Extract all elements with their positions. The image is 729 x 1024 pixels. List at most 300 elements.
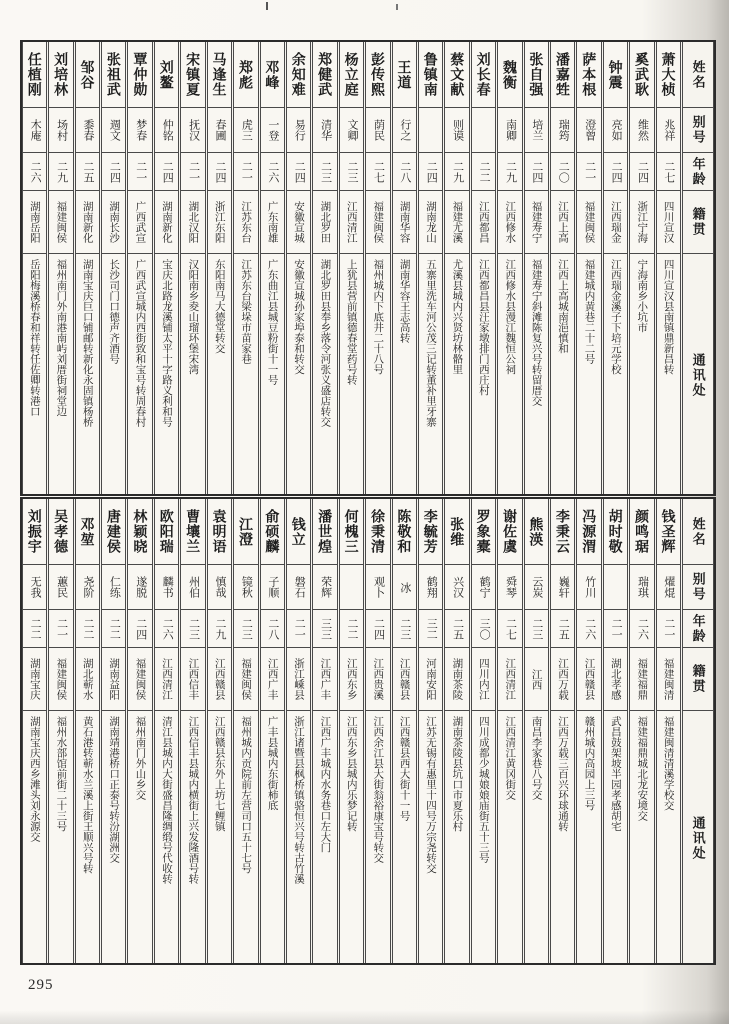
alias-cell	[472, 108, 495, 153]
entry-column	[207, 499, 232, 963]
age-cell: 二一	[287, 610, 310, 648]
alias-cell: 木庵	[23, 108, 46, 153]
entry-column	[75, 499, 100, 963]
name-cell: 魏衡	[498, 42, 521, 108]
entry-column	[339, 499, 364, 963]
name-cell: 陈敬和	[393, 499, 416, 565]
entry-column	[471, 499, 496, 963]
alias-cell: 维然	[630, 108, 653, 153]
origin-cell: 湖南茶陵	[445, 648, 468, 711]
age-cell: 二三	[313, 153, 336, 191]
age-cell: 二六	[261, 153, 284, 191]
name-cell: 刘振宇	[23, 499, 46, 565]
entry-column	[365, 499, 390, 963]
name-cell: 熊渶	[525, 499, 548, 565]
origin-cell: 湖南岳阳	[23, 191, 46, 254]
alias-cell: 仁练	[102, 565, 125, 610]
address-cell: 江西万载三百兴环球通转	[557, 716, 570, 832]
origin-cell: 湖北蕲水	[76, 648, 99, 711]
entry-column	[207, 42, 232, 494]
age-cell: 二四	[287, 153, 310, 191]
scan-mark	[266, 2, 268, 10]
address-cell: 江西修水县漫江魏恒公祠	[504, 259, 517, 375]
age-cell: 二九	[445, 153, 468, 191]
origin-cell: 湖南华容	[393, 191, 416, 254]
alias-cell: 兆祥	[657, 108, 680, 153]
entry-column	[444, 499, 469, 963]
age-cell: 二八	[393, 153, 416, 191]
origin-cell: 江西上高	[551, 191, 574, 254]
alias-cell: 云炭	[525, 565, 548, 610]
age-cell: 二五	[76, 153, 99, 191]
age-cell: 二二	[472, 153, 495, 191]
name-cell: 蔡文献	[445, 42, 468, 108]
origin-cell: 福建闽侯	[49, 191, 72, 254]
age-cell: 二二	[340, 610, 363, 648]
name-cell: 任植刚	[23, 42, 46, 108]
alias-cell: 培兰	[525, 108, 548, 153]
entry-column	[524, 42, 549, 494]
origin-cell: 湖南新化	[76, 191, 99, 254]
address-cell: 江西上高城南浥慎和	[557, 259, 570, 354]
age-cell: 二三	[181, 610, 204, 648]
name-cell: 潘嘉甡	[551, 42, 574, 108]
age-cell: 二四	[419, 153, 442, 191]
entry-column	[339, 42, 364, 494]
name-cell: 余知难	[287, 42, 310, 108]
alias-cell: 虎三	[234, 108, 257, 153]
age-cell: 二六	[23, 153, 46, 191]
name-cell: 冯源渭	[577, 499, 600, 565]
alias-cell: 鹤翔	[419, 565, 442, 610]
age-cell: 二四	[128, 610, 151, 648]
age-cell: 二六	[577, 610, 600, 648]
age-cell: 二三	[393, 610, 416, 648]
entry-column	[180, 499, 205, 963]
name-cell: 欧阳瑞	[155, 499, 178, 565]
name-cell: 钱立	[287, 499, 310, 565]
name-cell: 彭传熙	[366, 42, 389, 108]
age-cell: 二三	[234, 610, 257, 648]
name-cell: 萧大桢	[657, 42, 680, 108]
address-cell: 湖南靖港桥口正泰号转汾湖洲交	[108, 716, 121, 863]
address-cell: 福州城内贡院前左营司口五十七号	[240, 716, 253, 874]
age-cell: 二九	[49, 153, 72, 191]
address-cell: 安徽宣城孙家埠泰和转交	[292, 259, 305, 375]
age-cell: 二二	[76, 610, 99, 648]
address-cell: 上犹县营前镇德春堂药号转	[345, 259, 358, 385]
alias-cell: 观卜	[366, 565, 389, 610]
entry-column	[75, 42, 100, 494]
address-cell: 广丰县城内东街柿底	[266, 716, 279, 811]
address-cell: 清江县城内大街盛昌隆绸缎号代收转	[160, 716, 173, 884]
name-cell: 袁明语	[208, 499, 231, 565]
alias-cell: 清华	[313, 108, 336, 153]
origin-cell: 福建尤溪	[445, 191, 468, 254]
header-column	[682, 499, 714, 963]
name-cell: 潘世煌	[313, 499, 336, 565]
entry-column	[656, 42, 681, 494]
age-cell: 二七	[657, 153, 680, 191]
address-cell: 湖南宝庆巨口铺邮转新化永固镇杨桥	[81, 259, 94, 427]
entry-column	[260, 499, 285, 963]
address-cell: 福州水部馆前街二十三号	[55, 716, 68, 832]
origin-cell: 江西清江	[340, 191, 363, 254]
directory-table-top	[20, 40, 716, 496]
alias-cell: 一登	[261, 108, 284, 153]
entry-column	[154, 42, 179, 494]
header-name-cell: 姓名	[683, 499, 713, 565]
entry-column	[180, 42, 205, 494]
age-cell: 二二	[23, 610, 46, 648]
age-cell: 二九	[208, 610, 231, 648]
address-cell: 湖南华容王志高转	[398, 259, 411, 343]
age-cell: 二四	[630, 153, 653, 191]
header-alias-cell: 别号	[683, 565, 713, 610]
entry-column	[471, 42, 496, 494]
origin-cell: 福建福鼎	[630, 648, 653, 711]
age-cell: 三〇	[472, 610, 495, 648]
entry-column	[233, 42, 258, 494]
age-cell: 二七	[498, 610, 521, 648]
origin-cell: 湖北孝感	[604, 648, 627, 711]
name-cell: 徐秉清	[366, 499, 389, 565]
origin-cell: 江西赣县	[577, 648, 600, 711]
entry-column	[286, 499, 311, 963]
header-origin-cell: 籍贯	[683, 191, 713, 254]
entry-column	[603, 499, 628, 963]
address-cell: 广西武宣城内西街致和宝号转周春村	[134, 259, 147, 427]
age-cell: 二一	[49, 610, 72, 648]
origin-cell: 浙江东阳	[208, 191, 231, 254]
alias-cell: 慎哉	[208, 565, 231, 610]
entry-column	[48, 42, 73, 494]
address-cell: 福州城内下底井二十八号	[372, 259, 385, 375]
name-cell: 胡时敬	[604, 499, 627, 565]
origin-cell: 湖北汉阳	[181, 191, 204, 254]
entry-column	[260, 42, 285, 494]
address-cell: 江苏无锡有惠里十四号万宗尧转交	[425, 716, 437, 874]
origin-cell: 广东南雄	[261, 191, 284, 254]
name-cell: 钱圣辉	[657, 499, 680, 565]
origin-cell: 福建闽侯	[49, 648, 72, 711]
alias-cell: 仲铭	[155, 108, 178, 153]
address-cell: 江西东乡县城内乐梦记转	[345, 716, 358, 832]
address-cell: 江苏东台梁垛市苗家巷	[240, 259, 253, 364]
alias-cell: 场村	[49, 108, 72, 153]
alias-cell: 燿焜	[657, 565, 680, 610]
name-cell: 鲁镇南	[419, 42, 442, 108]
alias-cell: 州伯	[181, 565, 204, 610]
age-cell: 二五	[551, 610, 574, 648]
address-cell: 湖北罗田县奉乡落令河张义盛店转交	[319, 259, 332, 427]
origin-cell: 江西广丰	[313, 648, 336, 711]
header-column	[682, 42, 714, 494]
entry-column	[22, 499, 47, 963]
origin-cell: 福建闽侯	[366, 191, 389, 254]
age-cell: 三二	[419, 610, 442, 648]
directory-table-bottom	[20, 497, 716, 965]
name-cell: 林颖晓	[128, 499, 151, 565]
age-cell: 二六	[155, 610, 178, 648]
age-cell: 二一	[128, 153, 151, 191]
address-cell: 广东曲江县城豆粉街十一号	[266, 259, 279, 385]
entry-column	[392, 42, 417, 494]
alias-cell: 竹川	[577, 565, 600, 610]
age-cell: 二一	[604, 610, 627, 648]
alias-cell: 则谟	[445, 108, 468, 153]
alias-cell: 磐石	[287, 565, 310, 610]
alias-cell: 镜秋	[234, 565, 257, 610]
alias-cell: 遂脱	[128, 565, 151, 610]
name-cell: 谢佐虞	[498, 499, 521, 565]
alias-cell: 麟书	[155, 565, 178, 610]
name-cell: 邹谷	[76, 42, 99, 108]
age-cell: 二六	[630, 610, 653, 648]
age-cell: 二三	[525, 610, 548, 648]
entry-column	[312, 42, 337, 494]
entry-column	[576, 499, 601, 963]
entry-column	[629, 42, 654, 494]
address-cell: 江西信丰县城内横街上兴发隆酒号转	[187, 716, 200, 884]
age-cell: 二一	[577, 153, 600, 191]
age-cell: 二四	[208, 153, 231, 191]
age-cell: 二四	[604, 153, 627, 191]
address-cell: 赣州城内高园上三号	[583, 716, 596, 811]
alias-cell: 文卿	[340, 108, 363, 153]
address-cell: 湖南茶陵县坑口市夏乐村	[451, 716, 464, 832]
name-cell: 吴孝德	[49, 499, 72, 565]
origin-cell: 江西瑞金	[604, 191, 627, 254]
entry-column	[101, 42, 126, 494]
entry-column	[550, 42, 575, 494]
header-age-cell: 年龄	[683, 153, 713, 191]
entry-column	[576, 42, 601, 494]
entry-column	[603, 42, 628, 494]
age-cell: 二〇	[551, 153, 574, 191]
origin-cell: 江苏东台	[234, 191, 257, 254]
address-cell: 江西赣县西大街十一号	[398, 716, 411, 821]
age-cell: 二四	[366, 610, 389, 648]
name-cell: 刘长春	[472, 42, 495, 108]
address-cell: 福建福鼎城北龙安境交	[636, 716, 649, 821]
address-cell: 福建城内黄巷二十二号	[583, 259, 596, 364]
alias-cell: 瑞筠	[551, 108, 574, 153]
entry-column	[524, 499, 549, 963]
origin-cell: 福建闽侯	[234, 648, 257, 711]
page-number: 295	[28, 977, 54, 993]
alias-cell	[340, 565, 363, 610]
entry-column	[444, 42, 469, 494]
alias-cell: 黍春	[76, 108, 99, 153]
header-address-cell: 通讯处	[690, 353, 706, 398]
name-cell: 刘鳌	[155, 42, 178, 108]
name-cell: 李毓芳	[419, 499, 442, 565]
name-cell: 杨立庭	[340, 42, 363, 108]
origin-cell: 安徽宣城	[287, 191, 310, 254]
address-cell: 湖南宝庆西乡滩头刘永源交	[28, 716, 41, 842]
name-cell: 何槐三	[340, 499, 363, 565]
origin-cell: 福建闽清	[657, 648, 680, 711]
origin-cell: 湖南益阳	[102, 648, 125, 711]
entry-column	[392, 499, 417, 963]
entry-column	[101, 499, 126, 963]
alias-cell: 子顺	[261, 565, 284, 610]
origin-cell: 四川宣汉	[657, 191, 680, 254]
entry-column	[497, 42, 522, 494]
alias-cell: 荫民	[366, 108, 389, 153]
age-cell: 二四	[102, 153, 125, 191]
address-cell: 四川宣汉县南镇鼎新昌转	[662, 259, 675, 375]
address-cell: 江西瑞金溪子下培元学校	[609, 259, 622, 375]
address-cell: 四川成都少城娘娘庙街五十三号	[477, 716, 490, 863]
header-name-cell: 姓名	[683, 42, 713, 108]
name-cell: 马逢生	[208, 42, 231, 108]
name-cell: 俞硕麟	[261, 499, 284, 565]
origin-cell: 江西修水	[498, 191, 521, 254]
entry-column	[312, 499, 337, 963]
age-cell: 二一	[657, 610, 680, 648]
header-address-cell: 通讯处	[690, 816, 706, 861]
alias-cell	[419, 108, 442, 153]
entry-column	[418, 499, 443, 963]
age-cell: 二八	[261, 610, 284, 648]
alias-cell: 春圃	[208, 108, 231, 153]
name-cell: 覃仲勋	[128, 42, 151, 108]
origin-cell: 江西都昌	[472, 191, 495, 254]
address-cell: 黄石港转蕲水兰溪上街王顺兴号转	[81, 716, 94, 874]
alias-cell: 兴汉	[445, 565, 468, 610]
origin-cell: 江西贵溪	[366, 648, 389, 711]
age-cell: 二七	[366, 153, 389, 191]
origin-cell: 江西信丰	[181, 648, 204, 711]
header-age-cell: 年龄	[683, 610, 713, 648]
alias-cell: 易行	[287, 108, 310, 153]
origin-cell: 福建闽侯	[128, 648, 151, 711]
entry-column	[418, 42, 443, 494]
age-cell: 二四	[525, 153, 548, 191]
name-cell: 邓堃	[76, 499, 99, 565]
address-cell: 江西广丰城内水务巷口左大门	[319, 716, 332, 853]
origin-cell: 福建寿宁	[525, 191, 548, 254]
alias-cell: 巍轩	[551, 565, 574, 610]
alias-cell: 亮如	[604, 108, 627, 153]
origin-cell: 江西万载	[551, 648, 574, 711]
name-cell: 王道	[393, 42, 416, 108]
origin-cell: 福建闽侯	[577, 191, 600, 254]
origin-cell: 江西清江	[498, 648, 521, 711]
origin-cell: 湖南长沙	[102, 191, 125, 254]
origin-cell: 四川内江	[472, 648, 495, 711]
entry-column	[656, 499, 681, 963]
name-cell: 张自强	[525, 42, 548, 108]
header-alias-cell: 别号	[683, 108, 713, 153]
name-cell: 李秉云	[551, 499, 574, 565]
entry-column	[629, 499, 654, 963]
address-cell: 武昌鼓架坡半园孝感胡宅	[609, 716, 622, 832]
origin-cell: 湖南宝庆	[23, 648, 46, 711]
address-cell: 福州南门外山乡交	[134, 716, 147, 800]
alias-cell: 週文	[102, 108, 125, 153]
name-cell: 张维	[445, 499, 468, 565]
name-cell: 宋镇夏	[181, 42, 204, 108]
name-cell: 郑彪	[234, 42, 257, 108]
origin-cell: 江西东乡	[340, 648, 363, 711]
age-cell: 三三	[313, 610, 336, 648]
address-cell: 福建闽清清溪学校交	[662, 716, 675, 811]
address-cell: 东阳南马大德堂转交	[213, 259, 226, 354]
alias-cell: 舜琴	[498, 565, 521, 610]
address-cell: 江西余江县大街翁裕康宝号转交	[372, 716, 385, 863]
alias-cell: 抚汉	[181, 108, 204, 153]
name-cell: 刘培林	[49, 42, 72, 108]
name-cell: 邓峰	[261, 42, 284, 108]
entry-column	[233, 499, 258, 963]
origin-cell: 江西赣县	[208, 648, 231, 711]
address-cell: 江西清江黄冈街交	[504, 716, 517, 800]
address-cell: 宁海南乡小坑市	[636, 259, 649, 333]
address-cell: 福建寿宁斜滩陈复兴号转留厝交	[530, 259, 543, 406]
alias-cell: 行之	[393, 108, 416, 153]
name-cell: 萨本根	[577, 42, 600, 108]
age-cell: 二一	[234, 153, 257, 191]
name-cell: 颜鸣琚	[630, 499, 653, 565]
address-cell: 福州南门外南港南屿刘厝街祠堂边	[55, 259, 68, 417]
address-cell: 汉阳南乡夌山瑠环堡宋湾	[187, 259, 200, 375]
alias-cell: 尧阶	[76, 565, 99, 610]
name-cell: 郑健武	[313, 42, 336, 108]
origin-cell: 湖南龙山	[419, 191, 442, 254]
address-cell: 尤溪县城内兴贤坊林骼里	[451, 259, 464, 375]
name-cell: 江澄	[234, 499, 257, 565]
origin-cell: 江西赣县	[393, 648, 416, 711]
name-cell: 罗象橐	[472, 499, 495, 565]
address-cell: 岳阳梅溪桥春和祥转任佐卿转港口	[28, 259, 41, 417]
age-cell: 二四	[155, 153, 178, 191]
origin-cell: 湖南新化	[155, 191, 178, 254]
alias-cell: 冰	[393, 565, 416, 610]
origin-cell: 河南安阳	[419, 648, 442, 711]
address-cell: 长沙司门口德声齐酒号	[108, 259, 121, 364]
scan-mark	[396, 4, 398, 10]
address-cell: 五寨里洗车河公茂三记转董补里牙寨	[425, 259, 437, 427]
origin-cell: 浙江宁海	[630, 191, 653, 254]
origin-cell: 江西广丰	[261, 648, 284, 711]
entry-column	[365, 42, 390, 494]
alias-cell: 蕙民	[49, 565, 72, 610]
alias-cell: 无我	[23, 565, 46, 610]
entry-column	[154, 499, 179, 963]
entry-column	[22, 42, 47, 494]
address-cell: 江西赣县东外上坊七鲤镇	[213, 716, 226, 832]
alias-cell: 瑞琪	[630, 565, 653, 610]
origin-cell: 江西清江	[155, 648, 178, 711]
age-cell: 二一	[181, 153, 204, 191]
age-cell: 二三	[340, 153, 363, 191]
age-cell: 二五	[445, 610, 468, 648]
age-cell: 二九	[498, 153, 521, 191]
alias-cell: 南卿	[498, 108, 521, 153]
address-cell: 浙江诸暨县枫桥镇骆恒兴号转古竹溪	[292, 716, 305, 884]
alias-cell: 鹤宁	[472, 565, 495, 610]
entry-column	[127, 499, 152, 963]
header-origin-cell: 籍贯	[683, 648, 713, 711]
origin-cell: 江西	[525, 648, 548, 711]
alias-cell: 梦春	[128, 108, 151, 153]
alias-cell: 荣辉	[313, 565, 336, 610]
entry-column	[497, 499, 522, 963]
address-cell: 江西都昌县汪家墩排门西庄村	[477, 259, 490, 396]
